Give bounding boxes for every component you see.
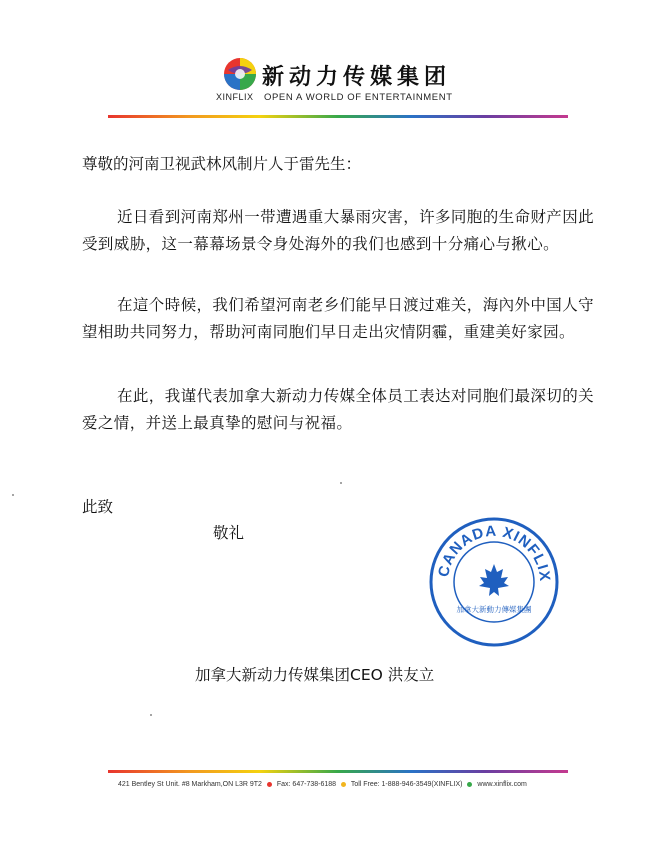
letter-signature: 加拿大新动力传媒集团CEO 洪友立 (195, 666, 435, 684)
footer-tollfree: Toll Free: 1-888-946-3549(XINFLIX) (350, 781, 463, 788)
footer-contact-line (118, 781, 527, 788)
scan-speck (12, 494, 14, 496)
scan-speck (150, 714, 152, 716)
letter-paragraph-2 (82, 292, 600, 346)
header-rainbow-rule (108, 115, 568, 118)
company-name-cn: 新动力传媒集团 (262, 64, 452, 90)
yellow-bullet-icon (341, 782, 346, 787)
red-bullet-icon (267, 782, 272, 787)
footer-rainbow-rule (108, 770, 568, 773)
xinflix-logo-icon (222, 56, 258, 92)
brand-tagline: OPEN A WORLD OF ENTERTAINMENT (264, 92, 453, 103)
svg-text:加拿大新動力傳媒集團: 加拿大新動力傳媒集團 (456, 605, 532, 614)
scan-speck (340, 482, 342, 484)
paragraph-3-text: 在此，我谨代表加拿大新动力传媒全体员工表达对同胞们最深切的关爱之情，并送上最真挚的慰问与祝福。 (82, 387, 595, 432)
green-bullet-icon (467, 782, 472, 787)
letter-closing-line-2: 敬礼 (213, 524, 245, 542)
company-seal-stamp (428, 516, 560, 648)
paragraph-2-text: 在這个時候，我们希望河南老乡们能早日渡过难关，海內外中国人守望相助共同努力，帮助河南同胞们早日走出灾情阴霾，重建美好家园。 (82, 296, 595, 341)
footer-address: 421 Bentley St Unit. #8 Markham,ON L3R 9T2 (118, 781, 262, 788)
letter-paragraph-3 (82, 383, 600, 437)
letter-paragraph-1 (82, 204, 600, 258)
letter-salutation: 尊敬的河南卫视武林风制片人于雷先生： (82, 155, 362, 173)
footer-fax: Fax: 647-738-6188 (276, 781, 337, 788)
letter-closing-line-1: 此致 (82, 498, 114, 516)
svg-text:CANADA XINFLIX MEDIA INC: CANADA XINFLIX (435, 522, 554, 583)
paragraph-1-text: 近日看到河南郑州一带遭遇重大暴雨灾害，许多同胞的生命财产因此受到威胁，这一幕幕场景令身处海外的我们也感到十分痛心与揪心。 (82, 208, 595, 253)
brand-name: XINFLIX (216, 92, 254, 102)
footer-website[interactable]: www.xinflix.com (477, 781, 527, 788)
